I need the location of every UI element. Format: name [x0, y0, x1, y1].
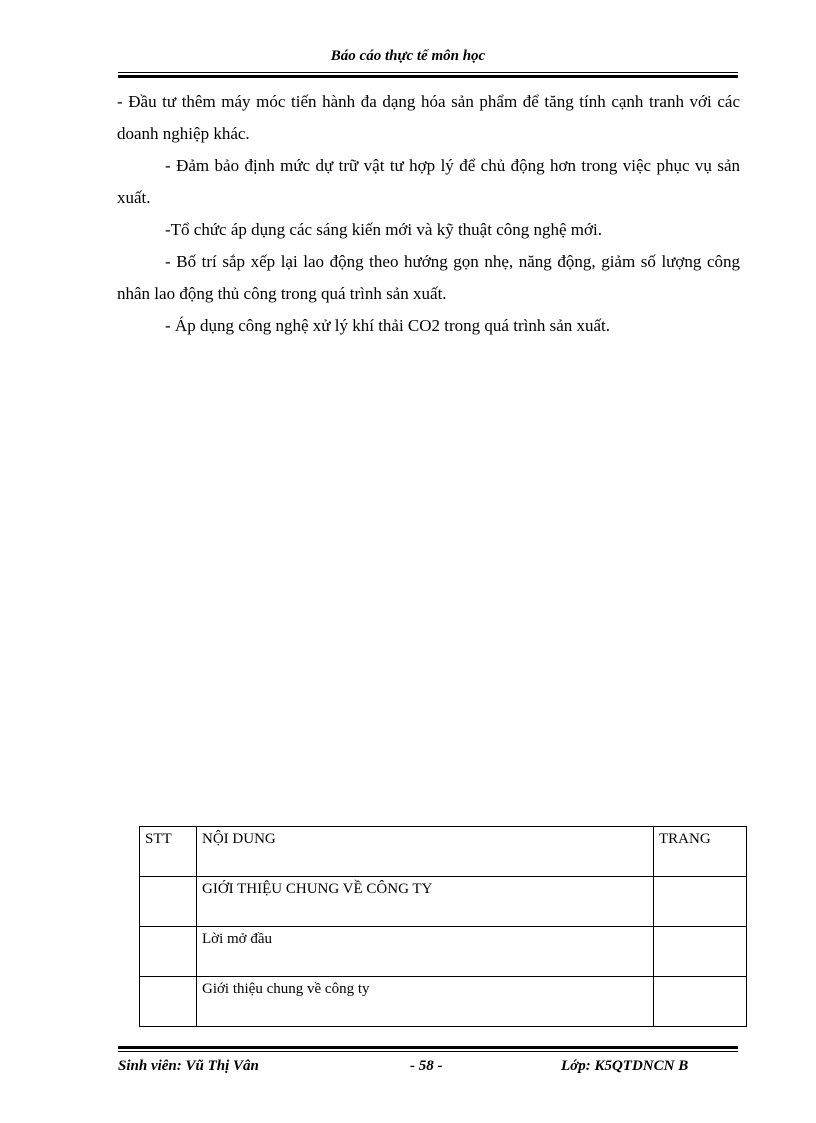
header-content: NỘI DUNG [197, 827, 654, 877]
row-page [654, 927, 747, 977]
row-content: GIỚI THIỆU CHUNG VỀ CÔNG TY [197, 877, 654, 927]
row-page [654, 977, 747, 1027]
row-content: Giới thiệu chung về công ty [197, 977, 654, 1027]
footer-rule-thin [118, 1051, 738, 1052]
table-row [140, 977, 747, 1027]
body-text [117, 86, 740, 342]
table-header-row [140, 827, 747, 877]
header-stt: STT [140, 827, 197, 877]
table-row [140, 927, 747, 977]
header-rule-thick [118, 75, 738, 78]
paragraph: - Bố trí sắp xếp lại lao động theo hướng gọn nhẹ, năng động, giảm số lượng công nhân lao động thủ công trong quá trình sản xuất. [117, 252, 740, 303]
table-row [140, 877, 747, 927]
row-stt [140, 877, 197, 927]
footer-class: Lớp: K5QTDNCN B [561, 1058, 689, 1074]
table-of-contents [139, 826, 747, 1027]
paragraph: - Đầu tư thêm máy móc tiến hành đa dạng hóa sản phẩm để tăng tính cạnh tranh với các doanh nghiệp khác. [117, 92, 740, 143]
footer-page-number: - 58 - [410, 1058, 443, 1074]
paragraph: - Đảm bảo định mức dự trữ vật tư hợp lý để chủ động hơn trong việc phục vụ sản xuất. [117, 156, 740, 207]
footer-rule-thick [118, 1046, 738, 1049]
row-stt [140, 927, 197, 977]
row-stt [140, 977, 197, 1027]
header-rule-thin [118, 72, 738, 73]
row-content: Lời mở đầu [197, 927, 654, 977]
header-title: Báo cáo thực tế môn học [330, 48, 486, 64]
row-page [654, 877, 747, 927]
header-page: TRANG [654, 827, 747, 877]
paragraph: - Áp dụng công nghệ xử lý khí thải CO2 trong quá trình sản xuất. [165, 316, 611, 335]
footer-student: Sinh viên: Vũ Thị Vân [118, 1058, 259, 1074]
paragraph: -Tổ chức áp dụng các sáng kiến mới và kỹ thuật công nghệ mới. [165, 220, 602, 239]
